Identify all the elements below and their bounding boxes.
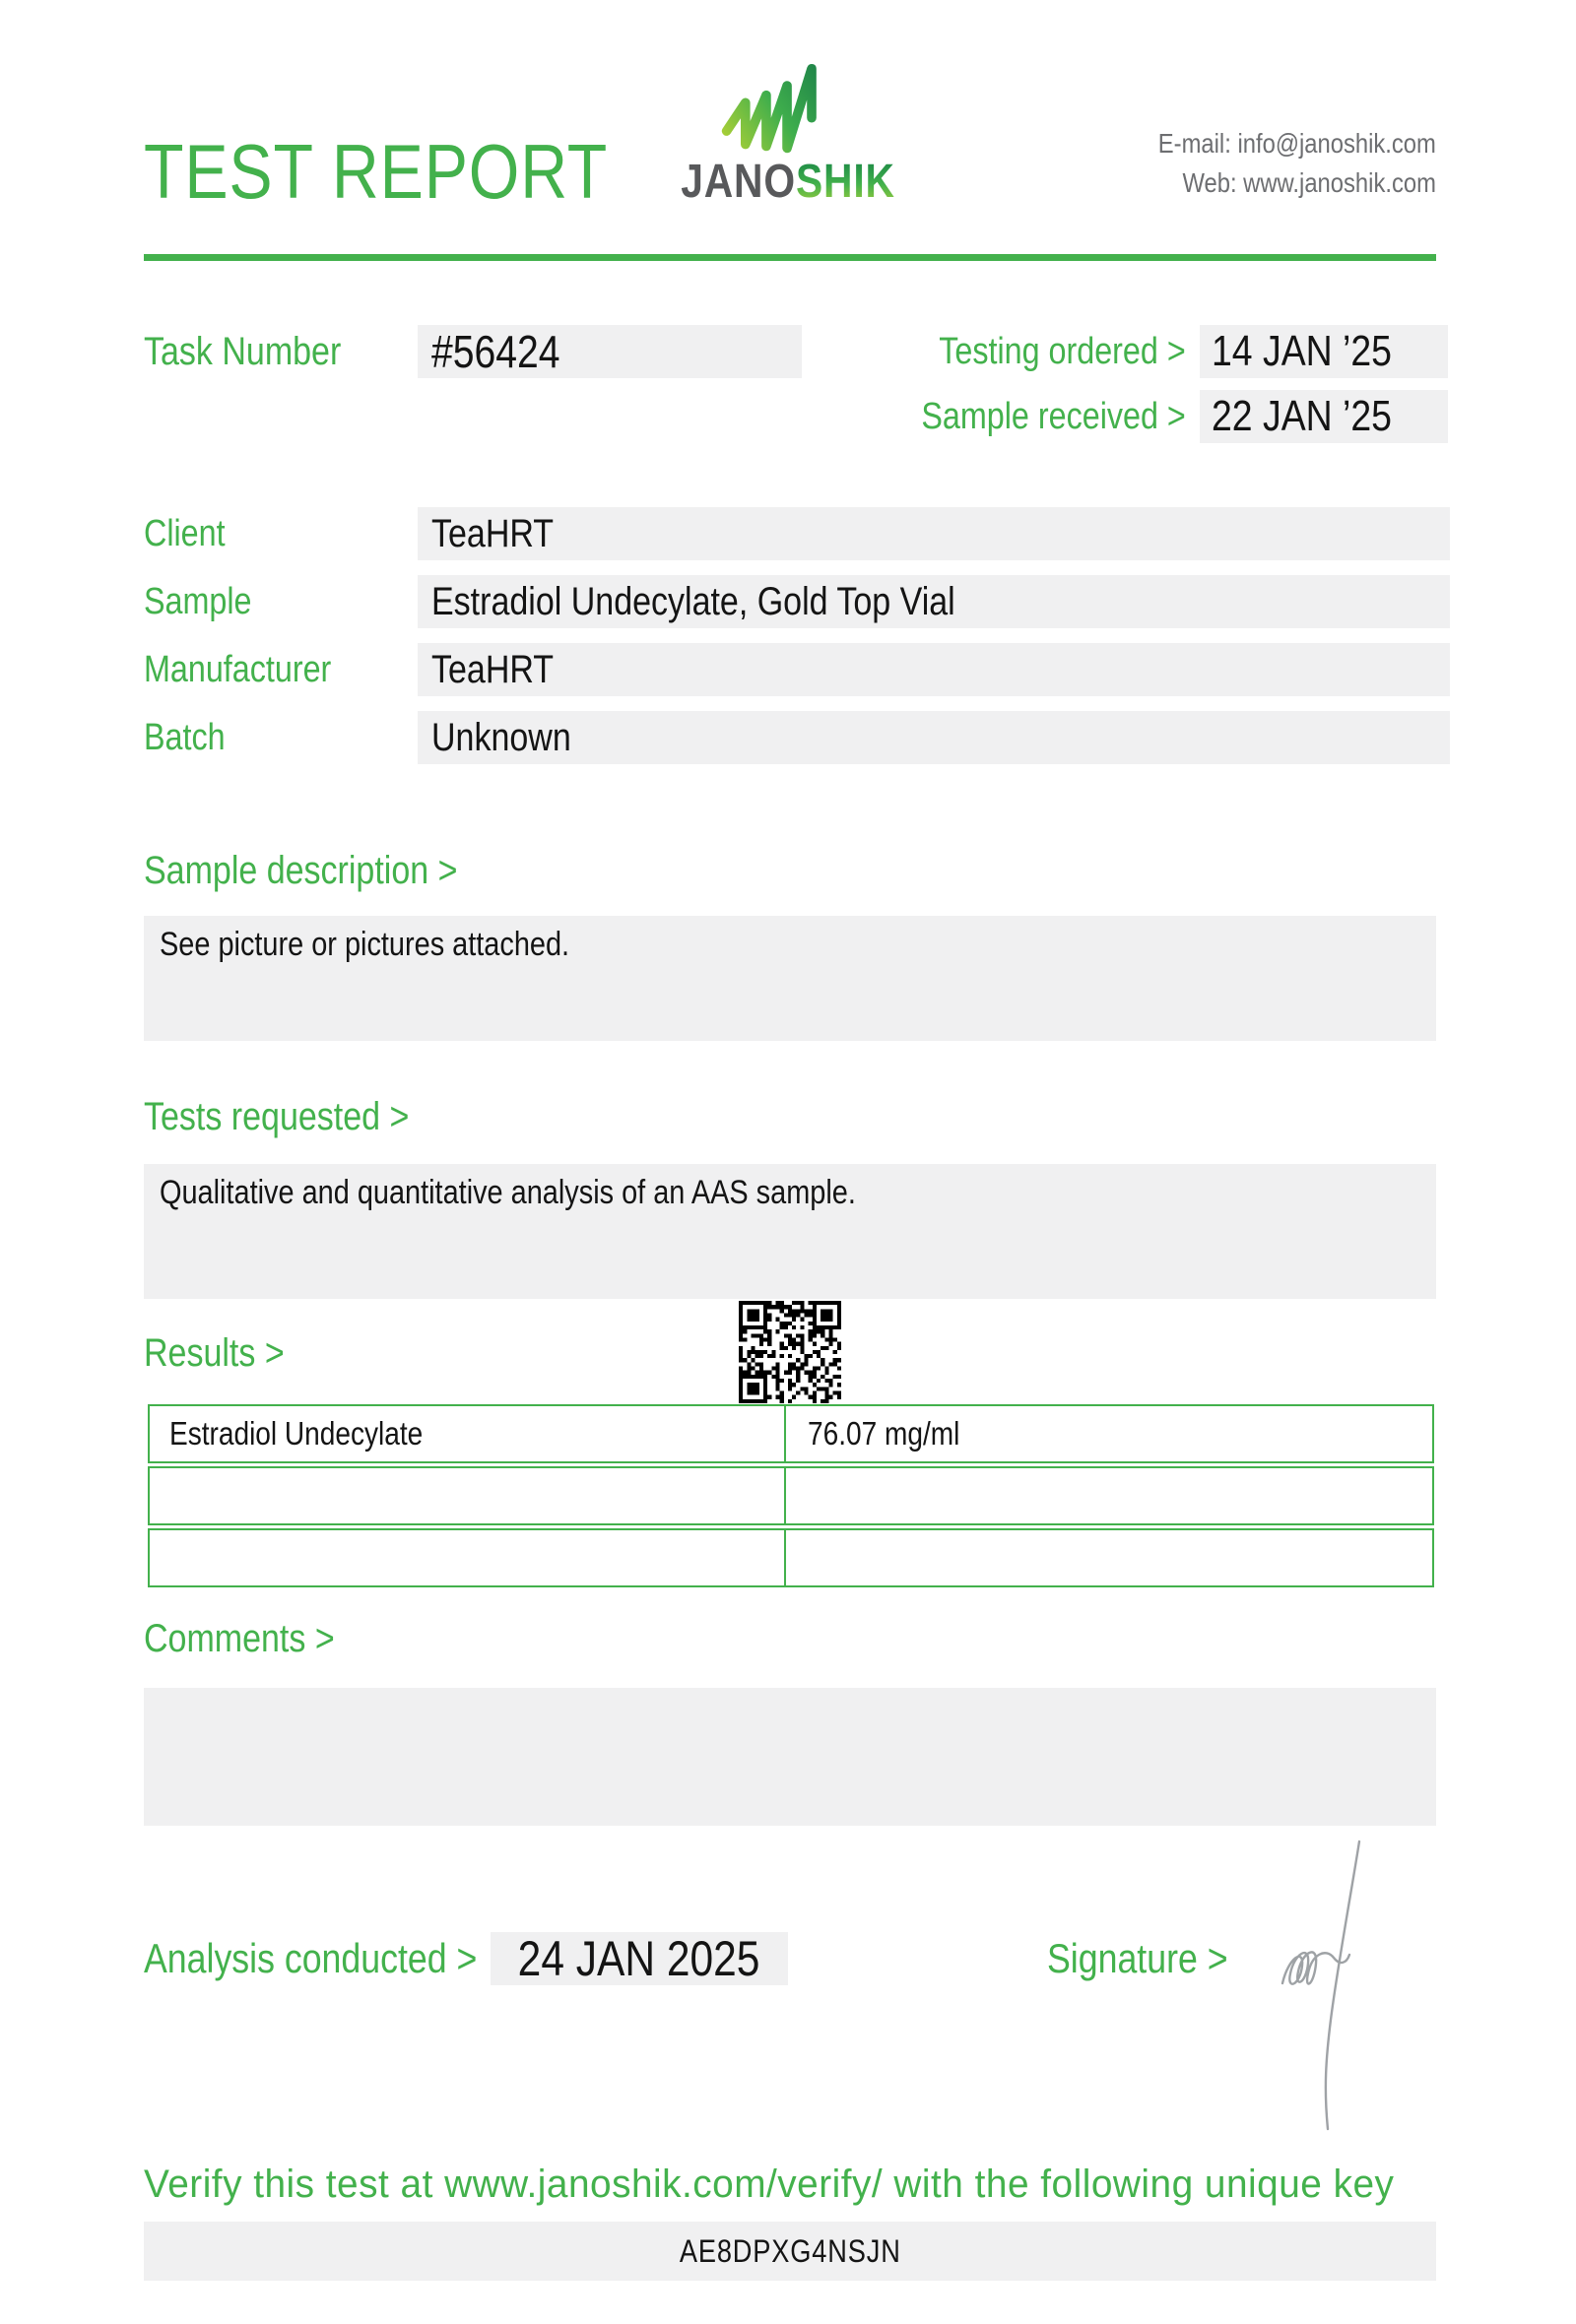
qr-code	[739, 1301, 841, 1403]
header-divider	[144, 254, 1436, 261]
result-value-cell	[786, 1530, 1432, 1585]
task-number-value: #56424	[418, 325, 802, 378]
result-value-cell: 76.07 mg/ml	[807, 1415, 960, 1452]
signature-image	[1269, 1838, 1392, 2138]
batch-value: Unknown	[418, 711, 1450, 764]
tests-requested-box: Qualitative and quantitative analysis of an AAS sample.	[144, 1164, 1436, 1299]
results-table	[148, 1404, 1434, 1590]
manufacturer-label: Manufacturer	[144, 648, 332, 690]
sample-received-value: 22 JAN ’25	[1200, 390, 1448, 443]
tests-requested-heading: Tests requested >	[144, 1095, 410, 1138]
verify-key: AE8DPXG4NSJN	[679, 2232, 901, 2269]
client-label: Client	[144, 512, 226, 554]
contact-email: E-mail: info@janoshik.com	[1157, 128, 1436, 159]
contact-web: Web: www.janoshik.com	[1182, 167, 1436, 198]
contact-block	[1109, 124, 1436, 203]
client-value: TeaHRT	[418, 507, 1450, 560]
result-analyte-cell: Estradiol Undecylate	[150, 1406, 786, 1461]
logo-chart-icon	[645, 63, 931, 158]
testing-ordered-value: 14 JAN ’25	[1200, 325, 1448, 378]
result-analyte-cell	[150, 1468, 786, 1523]
sample-received-label: Sample received >	[921, 395, 1186, 437]
results-row	[148, 1528, 1434, 1587]
brand-name	[645, 158, 931, 207]
brand-name-left: JANO	[681, 156, 796, 208]
sample-label: Sample	[144, 580, 252, 622]
verify-key-box	[144, 2222, 1436, 2281]
sample-description-box: See picture or pictures attached.	[144, 916, 1436, 1041]
analysis-conducted-label: Analysis conducted >	[144, 1935, 478, 1981]
signature-label: Signature >	[1047, 1935, 1228, 1981]
analysis-date-box: 24 JAN 2025	[491, 1932, 788, 1985]
brand-name-right: SHIK	[795, 156, 895, 208]
sample-value: Estradiol Undecylate, Gold Top Vial	[418, 575, 1450, 628]
results-row	[148, 1466, 1434, 1525]
task-number-label: Task Number	[144, 329, 342, 373]
testing-ordered-label: Testing ordered >	[939, 330, 1186, 372]
results-row	[148, 1404, 1434, 1463]
brand-logo	[645, 63, 931, 207]
comments-box	[144, 1688, 1436, 1826]
verify-text: Verify this test at www.janoshik.com/verify/ with the following unique key	[144, 2163, 1395, 2206]
result-analyte-cell	[150, 1530, 786, 1585]
batch-label: Batch	[144, 716, 226, 758]
page-title: TEST REPORT	[144, 128, 609, 215]
comments-heading: Comments >	[144, 1617, 335, 1660]
results-heading: Results >	[144, 1331, 285, 1375]
sample-description-heading: Sample description >	[144, 849, 458, 892]
result-value-cell	[786, 1468, 1432, 1523]
manufacturer-value: TeaHRT	[418, 643, 1450, 696]
